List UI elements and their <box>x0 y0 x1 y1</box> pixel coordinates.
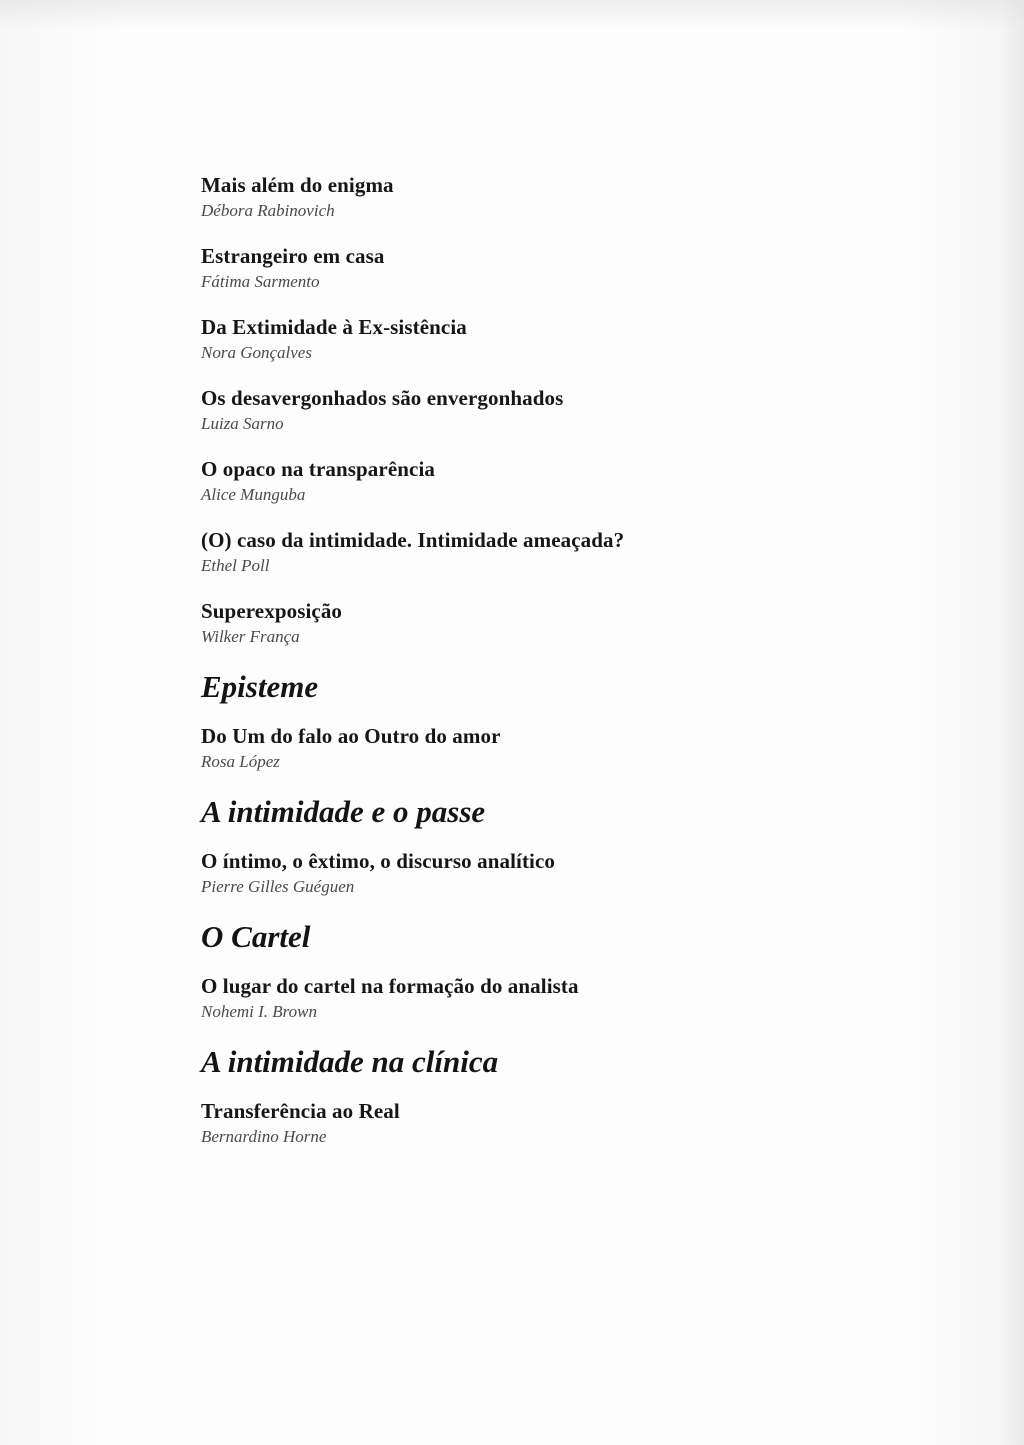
entry-author: Alice Munguba <box>201 485 306 504</box>
entry-title: O íntimo, o êxtimo, o discurso analítico <box>201 849 555 873</box>
entry-title: Estrangeiro em casa <box>201 244 385 268</box>
toc-entry <box>201 971 921 1023</box>
section-heading: A intimidade e o passe <box>201 794 486 829</box>
section-heading: A intimidade na clínica <box>201 1044 499 1079</box>
entry-author: Bernardino Horne <box>201 1127 327 1146</box>
entry-author: Nora Gonçalves <box>201 343 312 362</box>
entry-title: O lugar do cartel na formação do analista <box>201 974 579 998</box>
toc-entry <box>201 170 921 222</box>
entry-author: Wilker França <box>201 627 300 646</box>
entry-title: O opaco na transparência <box>201 457 435 481</box>
entry-title: Do Um do falo ao Outro do amor <box>201 724 501 748</box>
entry-author: Pierre Gilles Guéguen <box>201 877 355 896</box>
entry-author: Fátima Sarmento <box>201 272 320 291</box>
toc-entry <box>201 241 921 293</box>
entry-author: Ethel Poll <box>201 556 270 575</box>
toc-entry <box>201 525 921 577</box>
toc-entry <box>201 1096 921 1148</box>
entry-title: Transferência ao Real <box>201 1099 400 1123</box>
entry-title: Mais além do enigma <box>201 173 394 197</box>
toc-entry <box>201 721 921 773</box>
section-heading: Episteme <box>201 669 319 704</box>
toc-entry <box>201 383 921 435</box>
toc-entry <box>201 846 921 898</box>
entry-title: Os desavergonhados são envergonhados <box>201 386 564 410</box>
entry-author: Rosa López <box>201 752 280 771</box>
toc-entry <box>201 596 921 648</box>
section-heading: O Cartel <box>201 919 311 954</box>
entry-title: (O) caso da intimidade. Intimidade ameaçada? <box>201 528 625 552</box>
table-of-contents <box>201 170 921 1167</box>
entry-author: Nohemi I. Brown <box>201 1002 318 1021</box>
entry-title: Superexposição <box>201 599 343 623</box>
entry-title: Da Extimidade à Ex-sistência <box>201 315 467 339</box>
toc-entry <box>201 312 921 364</box>
toc-entry <box>201 454 921 506</box>
entry-author: Débora Rabinovich <box>201 201 335 220</box>
entry-author: Luiza Sarno <box>201 414 284 433</box>
